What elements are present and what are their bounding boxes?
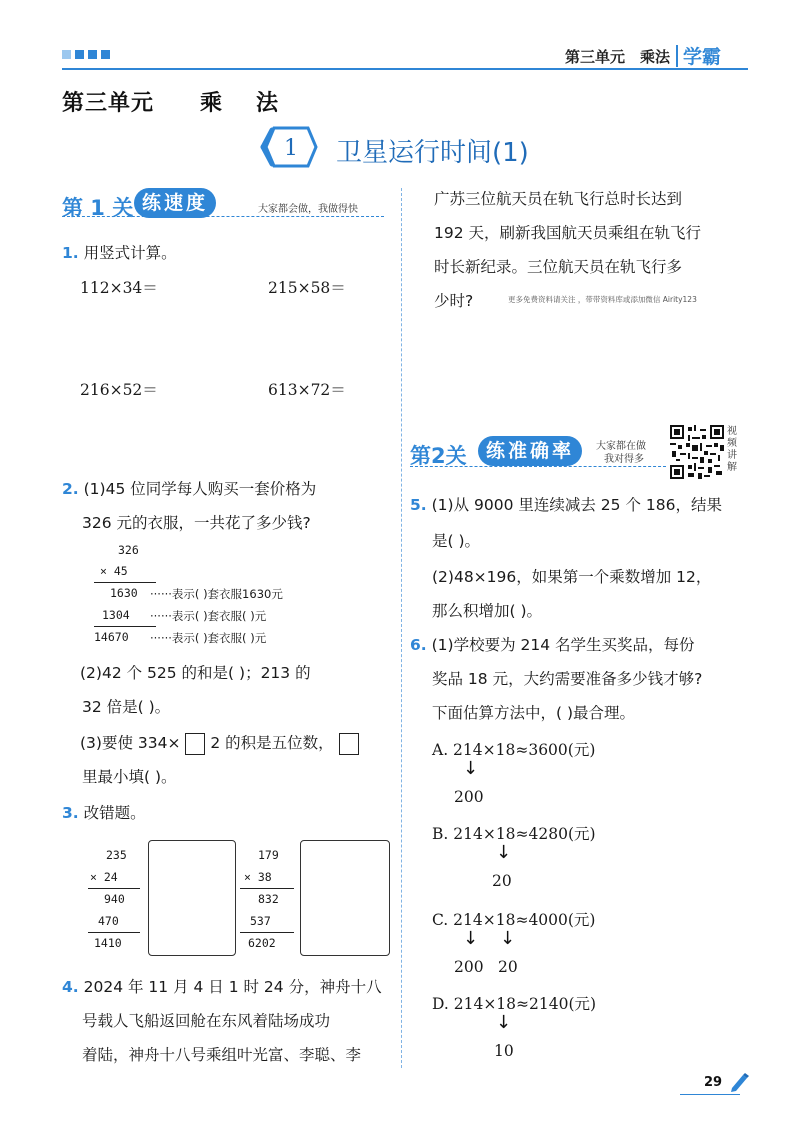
question-text: 广苏三位航天员在轨飞行总时长达到 <box>434 190 683 208</box>
question-text: 192 天，刷新我国航天员乘组在轨飞行 <box>434 224 702 242</box>
qr-code[interactable] <box>670 425 724 479</box>
calc-note: ······表示( )套衣服1630元 <box>150 587 283 601</box>
correction-box[interactable] <box>148 840 236 956</box>
option-a-value: 200 <box>454 788 484 806</box>
calc-result: 1410 <box>94 936 122 950</box>
question-text: 少时? <box>434 292 474 310</box>
question-2 <box>62 478 316 500</box>
question-text: (2)48×196，如果第一个乘数增加 12， <box>432 568 712 586</box>
question-text: 326 元的衣服，一共花了多少钱? <box>82 514 311 532</box>
footer-rule <box>680 1094 740 1095</box>
lesson-number: 1 <box>284 136 298 161</box>
lesson-title: 卫星运行时间(1) <box>336 138 529 168</box>
calc-item: 216×52＝ <box>80 381 158 399</box>
question-number: 4. <box>62 978 79 996</box>
question-3 <box>62 802 146 824</box>
unit-title: 第三单元 <box>62 91 155 116</box>
section1-label: 第 1 关 <box>62 196 134 220</box>
section1-underline <box>62 216 384 217</box>
calc-item: 112×34＝ <box>80 279 158 297</box>
calc-line <box>88 932 140 933</box>
section2-pill: 练准确率 <box>478 436 582 466</box>
down-arrow-icon: ↓ <box>496 1012 512 1033</box>
unit-subject: 乘法 <box>200 91 313 116</box>
calc-partial: 1630 <box>110 586 138 600</box>
question-text: 奖品 18 元，大约需要准备多少钱才够? <box>432 670 703 688</box>
section2-note: 大家都在做 <box>596 441 646 452</box>
option-a: A. 214×18≈3600(元) <box>432 741 596 759</box>
question-text: (1)学校要为 214 名学生买奖品，每份 <box>431 636 695 654</box>
question-number: 2. <box>62 480 79 498</box>
calc-note: ······表示( )套衣服( )元 <box>150 609 267 623</box>
calc-result: 6202 <box>248 936 276 950</box>
calc-line <box>94 626 156 627</box>
calc-multiplier: × 24 <box>90 870 118 884</box>
option-b-value: 20 <box>492 872 512 890</box>
option-c-value: 200 <box>454 958 484 976</box>
down-arrow-icon: ↓ <box>463 928 479 949</box>
header-decoration <box>62 50 110 59</box>
page-number: 29 <box>704 1075 723 1090</box>
option-b: B. 214×18≈4280(元) <box>432 825 596 843</box>
calc-multiplier: × 45 <box>100 564 128 578</box>
question-text: (3)要使 334× <box>80 734 181 752</box>
correction-box[interactable] <box>300 840 390 956</box>
question-5 <box>410 494 722 516</box>
header-separator <box>676 45 678 67</box>
question-text: (1)从 9000 里连续减去 25 个 186，结果 <box>431 496 722 514</box>
calc-multiplicand: 326 <box>118 543 139 557</box>
header-rule <box>62 68 748 70</box>
question-text: 是( )。 <box>432 532 481 550</box>
question-number: 3. <box>62 804 79 822</box>
down-arrow-icon: ↓ <box>496 842 512 863</box>
digit-box[interactable] <box>339 733 359 755</box>
calc-item: 215×58＝ <box>268 279 346 297</box>
section2-note: 我对得多 <box>604 454 644 465</box>
question-text: (1)45 位同学每人购买一套价格为 <box>83 480 317 498</box>
calc-multiplier: × 38 <box>244 870 272 884</box>
section2-underline <box>410 466 666 467</box>
calc-line <box>94 582 156 583</box>
calc-partial: 470 <box>98 914 119 928</box>
question-text: 号载人飞船返回舱在东风着陆场成功 <box>82 1012 331 1030</box>
calc-item: 613×72＝ <box>268 381 346 399</box>
calc-partial: 940 <box>104 892 125 906</box>
calc-result: 14670 <box>94 630 129 644</box>
header-unit: 第三单元 乘法 <box>565 48 671 66</box>
calc-note: ······表示( )套衣服( )元 <box>150 631 267 645</box>
section1-note: 大家都会做，我做得快 <box>258 204 358 215</box>
question-2-part3 <box>80 732 359 755</box>
calc-partial: 1304 <box>102 608 130 622</box>
brand-logo: 学霸 <box>683 46 722 68</box>
watermark-text: 更多免费资料请关注 ，带带资料库或添加微信 Airity123 <box>508 295 697 304</box>
question-number: 1. <box>62 244 79 262</box>
video-explanation-label[interactable]: 视频讲解 <box>727 426 737 473</box>
calc-partial: 832 <box>258 892 279 906</box>
question-text: 2 的积是五位数， <box>210 734 334 752</box>
option-d-value: 10 <box>494 1042 514 1060</box>
question-text: 时长新纪录。三位航天员在轨飞行多 <box>434 258 683 276</box>
question-text: 32 倍是( )。 <box>82 698 171 716</box>
calc-line <box>88 888 140 889</box>
question-1 <box>62 242 177 264</box>
question-text: 那么积增加( )。 <box>432 602 543 620</box>
question-text: 下面估算方法中，( )最合理。 <box>432 704 636 722</box>
question-text: 改错题。 <box>83 804 146 822</box>
pencil-icon <box>728 1070 750 1092</box>
option-d: D. 214×18≈2140(元) <box>432 995 597 1013</box>
question-6 <box>410 634 695 656</box>
question-text: 用竖式计算。 <box>83 244 177 262</box>
calc-line <box>240 888 294 889</box>
calc-line <box>240 932 294 933</box>
lesson-number-badge <box>260 124 320 170</box>
question-text: 着陆，神舟十八号乘组叶光富、李聪、李 <box>82 1046 362 1064</box>
question-4 <box>62 976 382 998</box>
question-number: 5. <box>410 496 427 514</box>
question-text: 里最小填( )。 <box>82 768 177 786</box>
down-arrow-icon: ↓ <box>463 758 479 779</box>
calc-partial: 537 <box>250 914 271 928</box>
section1-pill: 练速度 <box>134 188 216 218</box>
question-text: 2024 年 11 月 4 日 1 时 24 分，神舟十八 <box>83 978 382 996</box>
digit-box[interactable] <box>185 733 205 755</box>
calc-multiplicand: 235 <box>106 848 127 862</box>
question-text: (2)42 个 525 的和是( )；213 的 <box>80 664 311 682</box>
question-number: 6. <box>410 636 427 654</box>
down-arrow-icon: ↓ <box>500 928 516 949</box>
calc-multiplicand: 179 <box>258 848 279 862</box>
option-c-value: 20 <box>498 958 518 976</box>
section2-label: 第2关 <box>410 444 467 468</box>
option-c: C. 214×18≈4000(元) <box>432 911 596 929</box>
column-divider <box>401 188 402 1068</box>
